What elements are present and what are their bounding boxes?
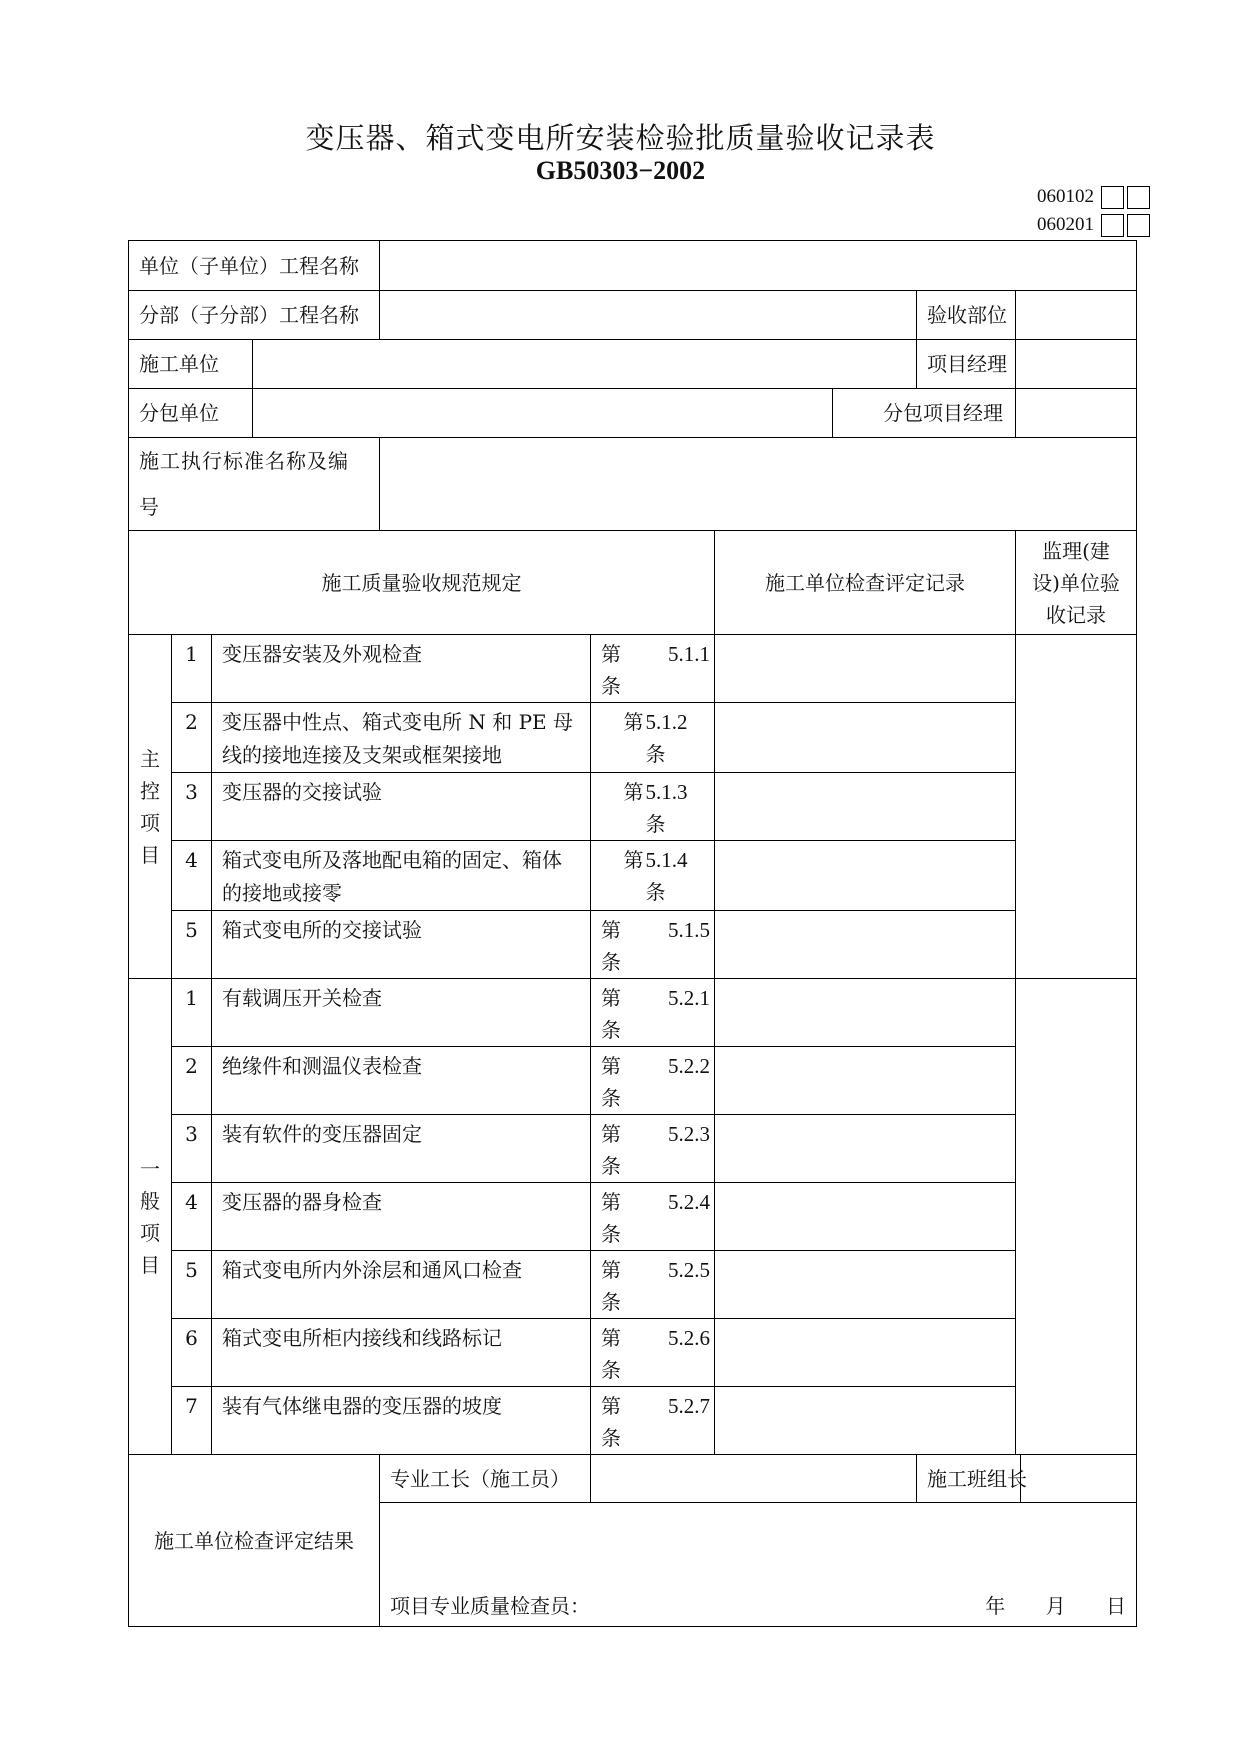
subcontract-manager-field[interactable] (1016, 389, 1137, 438)
code-box[interactable] (1127, 214, 1150, 237)
clause-number: 5.2.7 (668, 1394, 710, 1418)
clause-suffix: 条 (601, 1290, 621, 1314)
item-row (129, 979, 1137, 1047)
item-number: 5 (172, 911, 212, 979)
item-number: 3 (172, 1115, 212, 1183)
clause-number: 5.1.3 (645, 780, 688, 804)
item-row (129, 703, 1137, 773)
clause-number: 5.2.4 (668, 1190, 710, 1214)
check-record-field[interactable] (715, 841, 1016, 911)
acceptance-part-label: 验收部位 (917, 291, 1016, 340)
clause-reference (591, 1251, 715, 1319)
main-group-label: 主 控 项 目 (129, 635, 172, 979)
supervision-column-header: 监理(建设)单位验收记录 (1016, 531, 1137, 635)
item-description: 变压器安装及外观检查 (212, 635, 591, 703)
clause-number: 5.2.1 (668, 986, 710, 1010)
clause-prefix: 第 (601, 1326, 621, 1350)
project-manager-field[interactable] (1016, 340, 1137, 389)
clause-prefix: 第 (601, 1394, 621, 1418)
item-number: 2 (172, 1047, 212, 1115)
project-name-field[interactable] (380, 241, 1137, 291)
clause-suffix: 条 (601, 1018, 621, 1042)
item-number: 7 (172, 1387, 212, 1455)
clause-suffix: 条 (601, 1358, 621, 1382)
subcontract-unit-label: 分包单位 (129, 389, 253, 438)
clause-reference (591, 1047, 715, 1115)
item-number: 4 (172, 1183, 212, 1251)
clause-prefix: 第 (601, 1054, 621, 1078)
acceptance-part-field[interactable] (1016, 291, 1137, 340)
main-items-body (129, 635, 1137, 979)
check-record-field[interactable] (715, 911, 1016, 979)
item-row (129, 773, 1137, 841)
acceptance-table (128, 240, 1137, 1627)
clause-suffix: 条 (601, 1154, 621, 1178)
clause-reference (591, 635, 715, 703)
clause-suffix: 条 (645, 812, 666, 836)
code-box[interactable] (1101, 186, 1124, 209)
clause-reference (591, 911, 715, 979)
clause-number: 5.2.5 (668, 1258, 710, 1282)
code-row-2 (1037, 212, 1150, 238)
clause-number: 5.1.5 (668, 918, 710, 942)
team-leader-field[interactable] (1021, 1455, 1137, 1503)
item-description: 箱式变电所及落地配电箱的固定、箱体的接地或接零 (212, 841, 591, 911)
clause-suffix: 条 (601, 1086, 621, 1110)
clause-reference (591, 841, 715, 911)
supervision-record-field[interactable] (1016, 979, 1137, 1455)
item-row (129, 911, 1137, 979)
clause-prefix: 第 (601, 986, 621, 1010)
form-title: 变压器、箱式变电所安装检验批质量验收记录表 (305, 121, 936, 155)
subcontract-manager-label: 分包项目经理 (833, 389, 1016, 438)
clause-prefix: 第 (601, 1190, 621, 1214)
item-row (129, 635, 1137, 703)
item-number: 1 (172, 635, 212, 703)
clause-number: 5.2.2 (668, 1054, 710, 1078)
clause-prefix: 第 (623, 710, 644, 734)
supervision-record-field[interactable] (1016, 635, 1137, 979)
foreman-field[interactable] (591, 1455, 917, 1503)
project-name-label: 单位（子单位）工程名称 (129, 241, 380, 291)
item-description: 变压器中性点、箱式变电所 N 和 PE 母线的接地连接及支架或框架接地 (212, 703, 591, 773)
general-items-body (129, 979, 1137, 1455)
check-record-field[interactable] (715, 1319, 1016, 1387)
item-number: 5 (172, 1251, 212, 1319)
result-label: 施工单位检查评定结果 (129, 1455, 380, 1627)
item-description: 箱式变电所的交接试验 (212, 911, 591, 979)
sub-project-field[interactable] (380, 291, 917, 340)
clause-number: 5.1.4 (645, 848, 688, 872)
clause-suffix: 条 (645, 880, 666, 904)
clause-prefix: 第 (623, 780, 644, 804)
clause-prefix: 第 (601, 1122, 621, 1146)
spec-column-header: 施工质量验收规范规定 (129, 531, 715, 635)
item-number: 6 (172, 1319, 212, 1387)
clause-suffix: 条 (601, 950, 621, 974)
clause-number: 5.1.1 (668, 642, 710, 666)
general-group-label: 一 般 项 目 (129, 979, 172, 1455)
clause-suffix: 条 (601, 1222, 621, 1246)
item-description: 箱式变电所内外涂层和通风口检查 (212, 1251, 591, 1319)
clause-number: 5.1.2 (645, 710, 688, 734)
item-description: 变压器的器身检查 (212, 1183, 591, 1251)
project-manager-label: 项目经理 (917, 340, 1016, 389)
sub-project-label: 分部（子分部）工程名称 (129, 291, 380, 340)
item-number: 1 (172, 979, 212, 1047)
construction-unit-label: 施工单位 (129, 340, 253, 389)
clause-reference (591, 979, 715, 1047)
clause-suffix: 条 (601, 1426, 621, 1450)
standard-label: 施工执行标准名称及编号 (129, 438, 380, 531)
standard-code: GB50303−2002 (535, 156, 706, 185)
item-description: 装有气体继电器的变压器的坡度 (212, 1387, 591, 1455)
clause-reference (591, 1183, 715, 1251)
year-label: 年 (985, 1594, 1006, 1618)
item-row (129, 1047, 1137, 1115)
clause-number: 5.2.3 (668, 1122, 710, 1146)
item-description: 装有软件的变压器固定 (212, 1115, 591, 1183)
inspector-label: 项目专业质量检查员： (390, 1594, 590, 1618)
item-row (129, 1115, 1137, 1183)
form-code: 060102 (1037, 186, 1094, 207)
clause-suffix: 条 (645, 742, 666, 766)
foreman-label: 专业工长（施工员） (380, 1455, 591, 1503)
item-description: 有载调压开关检查 (212, 979, 591, 1047)
clause-prefix: 第 (601, 642, 621, 666)
clause-prefix: 第 (623, 848, 644, 872)
clause-reference (591, 773, 715, 841)
check-record-field[interactable] (715, 635, 1016, 703)
code-box[interactable] (1127, 186, 1150, 209)
check-record-field[interactable] (715, 1115, 1016, 1183)
month-label: 月 (1045, 1594, 1066, 1618)
item-number: 2 (172, 703, 212, 773)
check-record-column-header: 施工单位检查评定记录 (715, 531, 1016, 635)
subcontract-unit-field[interactable] (253, 389, 833, 438)
check-record-field[interactable] (715, 703, 1016, 773)
date-field (951, 1590, 1126, 1622)
check-record-field[interactable] (715, 1387, 1016, 1455)
check-record-field[interactable] (715, 1251, 1016, 1319)
item-row (129, 1387, 1137, 1455)
clause-reference (591, 1387, 715, 1455)
check-record-field[interactable] (715, 1183, 1016, 1251)
item-description: 箱式变电所柜内接线和线路标记 (212, 1319, 591, 1387)
form-code: 060201 (1037, 214, 1094, 235)
clause-number: 5.2.6 (668, 1326, 710, 1350)
standard-field[interactable] (380, 438, 1137, 531)
result-field[interactable] (380, 1503, 1137, 1627)
check-record-field[interactable] (715, 1047, 1016, 1115)
clause-prefix: 第 (601, 1258, 621, 1282)
clause-reference (591, 1319, 715, 1387)
item-number: 3 (172, 773, 212, 841)
clause-reference (591, 1115, 715, 1183)
check-record-field[interactable] (715, 773, 1016, 841)
item-row (129, 841, 1137, 911)
item-row (129, 1183, 1137, 1251)
clause-reference (591, 703, 715, 773)
clause-prefix: 第 (601, 918, 621, 942)
code-box[interactable] (1101, 214, 1124, 237)
item-number: 4 (172, 841, 212, 911)
check-record-field[interactable] (715, 979, 1016, 1047)
team-leader-label: 施工班组长 (917, 1455, 1021, 1503)
item-row (129, 1251, 1137, 1319)
code-row-1 (1037, 184, 1150, 210)
item-row (129, 1319, 1137, 1387)
item-description: 变压器的交接试验 (212, 773, 591, 841)
day-label: 日 (1106, 1594, 1126, 1618)
clause-suffix: 条 (601, 674, 621, 698)
construction-unit-field[interactable] (253, 340, 917, 389)
item-description: 绝缘件和测温仪表检查 (212, 1047, 591, 1115)
